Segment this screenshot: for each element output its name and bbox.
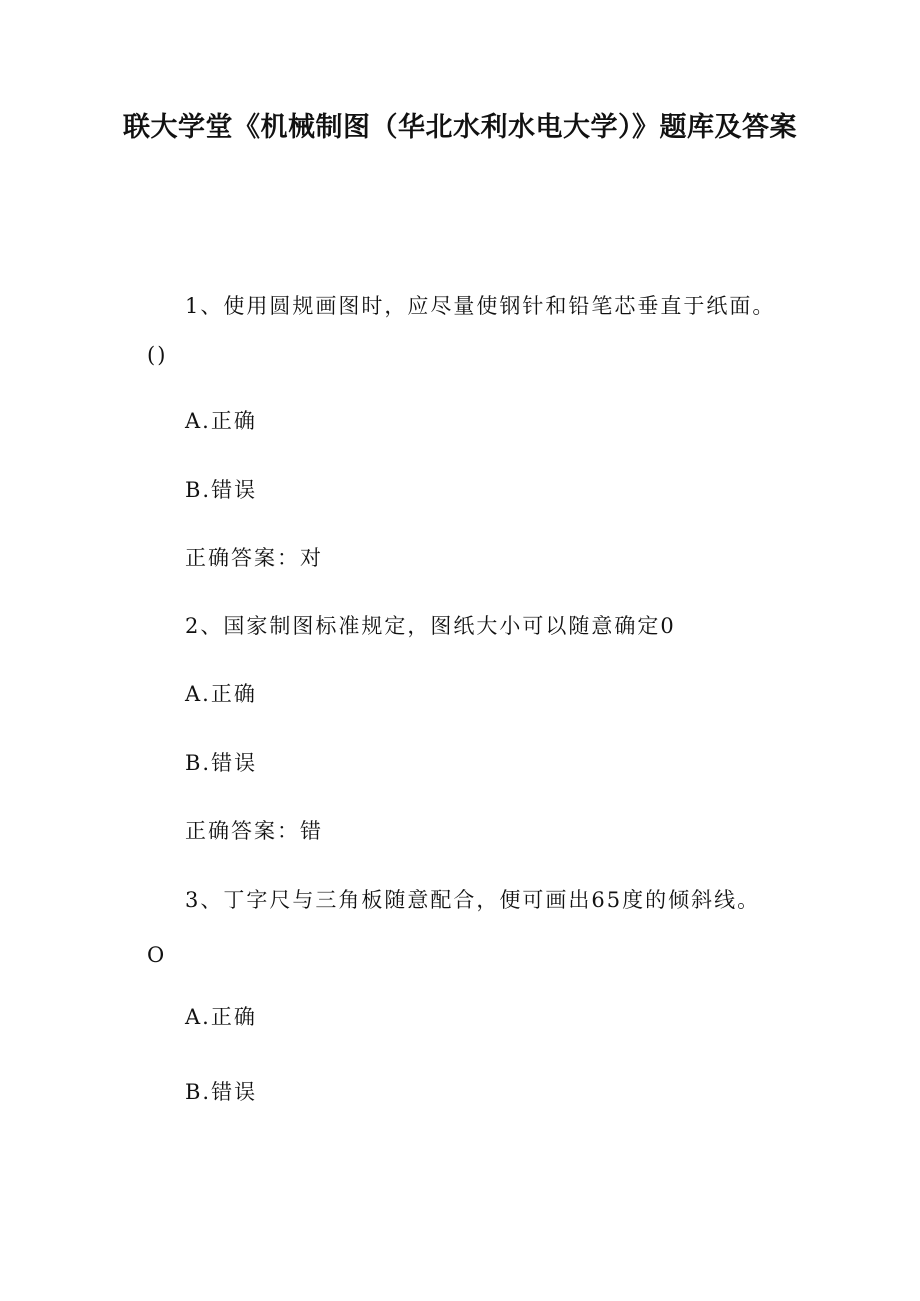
- question-stem-continuation: O: [147, 943, 167, 967]
- page-title: 联大学堂《机械制图（华北水利水电大学）》题库及答案: [123, 112, 797, 143]
- correct-answer: 正确答案：错: [185, 819, 323, 843]
- option-a: A.正确: [185, 1005, 257, 1029]
- option-b: B.错误: [185, 751, 258, 775]
- option-a: A.正确: [185, 409, 257, 433]
- question-stem: 2、国家制图标准规定，图纸大小可以随意确定0: [185, 614, 676, 638]
- question-stem: 3、丁字尺与三角板随意配合，便可画出65度的倾斜线。: [185, 888, 761, 912]
- option-b: B.错误: [185, 478, 258, 502]
- correct-answer: 正确答案：对: [185, 546, 323, 570]
- option-b: B.错误: [185, 1080, 258, 1104]
- question-stem: 1、使用圆规画图时，应尽量使钢针和铅笔芯垂直于纸面。: [185, 294, 776, 318]
- question-stem-continuation: (): [147, 343, 168, 367]
- option-a: A.正确: [185, 682, 257, 706]
